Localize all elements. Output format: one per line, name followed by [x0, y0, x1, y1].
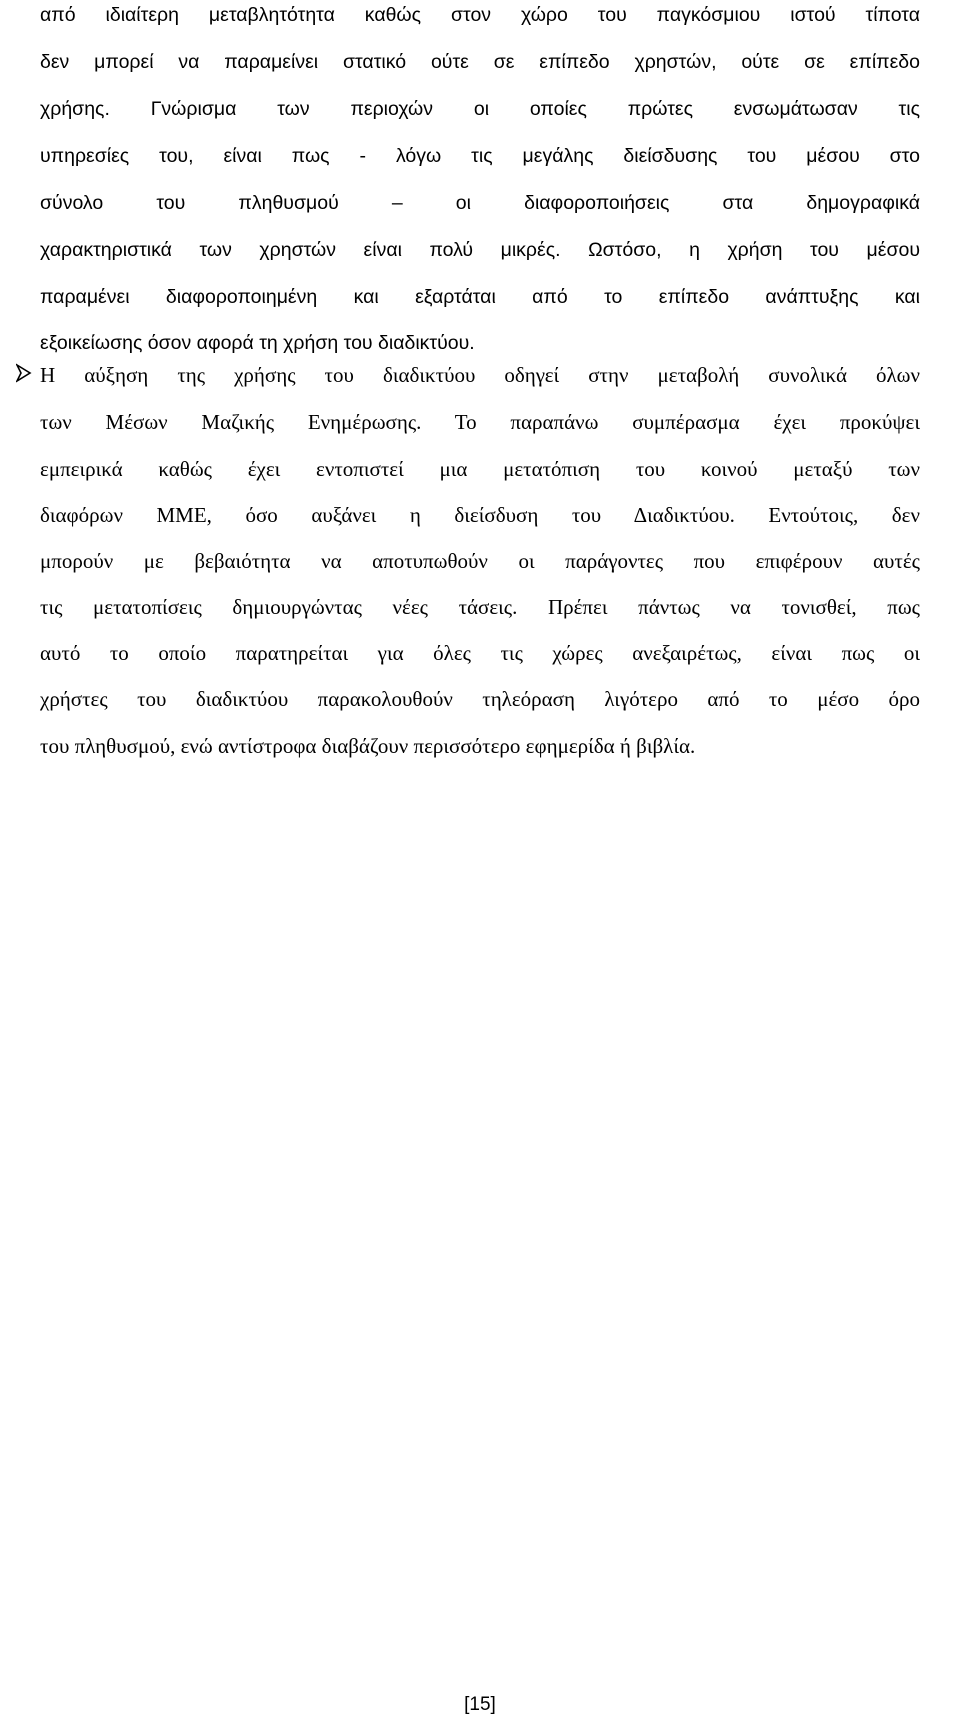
- paragraph-2-line-8: χρήστες του διαδικτύου παρακολουθούν τηλεόραση λιγότερο από το μέσο όρο: [40, 687, 920, 711]
- paragraph-1-line-1: από ιδιαίτερη μεταβλητότητα καθώς στον χώρο του παγκόσμιου ιστού τίποτα: [40, 4, 920, 26]
- paragraph-2-line-9: του πληθυσμού, ενώ αντίστροφα διαβάζουν περισσότερο εφημερίδα ή βιβλία.: [40, 734, 696, 758]
- paragraph-2-line-7: αυτό το οποίο παρατηρείται για όλες τις χώρες ανεξαιρέτως, είναι πως οι: [40, 641, 920, 665]
- paragraph-1-line-5: σύνολο του πληθυσμού – οι διαφοροποιήσεις στα δημογραφικά: [40, 192, 920, 214]
- paragraph-1-line-3: χρήσης. Γνώρισμα των περιοχών οι οποίες πρώτες ενσωμάτωσαν τις: [40, 98, 920, 120]
- paragraph-2-line-2: των Μέσων Μαζικής Ενημέρωσης. Το παραπάνω συμπέρασμα έχει προκύψει: [40, 410, 920, 434]
- paragraph-2-line-6: τις μετατοπίσεις δημιουργώντας νέες τάσεις. Πρέπει πάντως να τονισθεί, πως: [40, 595, 920, 619]
- paragraph-2-line-1: Η αύξηση της χρήσης του διαδικτύου οδηγεί στην μεταβολή συνολικά όλων: [40, 363, 920, 387]
- paragraph-1-line-7: παραμένει διαφοροποιημένη και εξαρτάται από το επίπεδο ανάπτυξης και: [40, 286, 920, 308]
- paragraph-1-line-4: υπηρεσίες του, είναι πως - λόγω τις μεγάλης διείσδυσης του μέσου στο: [40, 145, 920, 167]
- paragraph-2-line-4: διαφόρων ΜΜΕ, όσο αυξάνει η διείσδυση του Διαδικτύου. Εντούτοις, δεν: [40, 503, 920, 527]
- arrowhead-bullet-icon: [16, 360, 32, 386]
- paragraph-1-line-2: δεν μπορεί να παραμείνει στατικό ούτε σε επίπεδο χρηστών, ούτε σε επίπεδο: [40, 51, 920, 73]
- page-number: [15]: [464, 1694, 496, 1715]
- paragraph-2-line-5: μπορούν με βεβαιότητα να αποτυπωθούν οι παράγοντες που επιφέρουν αυτές: [40, 549, 920, 573]
- paragraph-1-line-8: εξοικείωσης όσον αφορά τη χρήση του διαδικτύου.: [40, 332, 475, 354]
- paragraph-1-line-6: χαρακτηριστικά των χρηστών είναι πολύ μικρές. Ωστόσο, η χρήση του μέσου: [40, 239, 920, 261]
- paragraph-2-line-3: εμπειρικά καθώς έχει εντοπιστεί μια μετατόπιση του κοινού μεταξύ των: [40, 457, 920, 481]
